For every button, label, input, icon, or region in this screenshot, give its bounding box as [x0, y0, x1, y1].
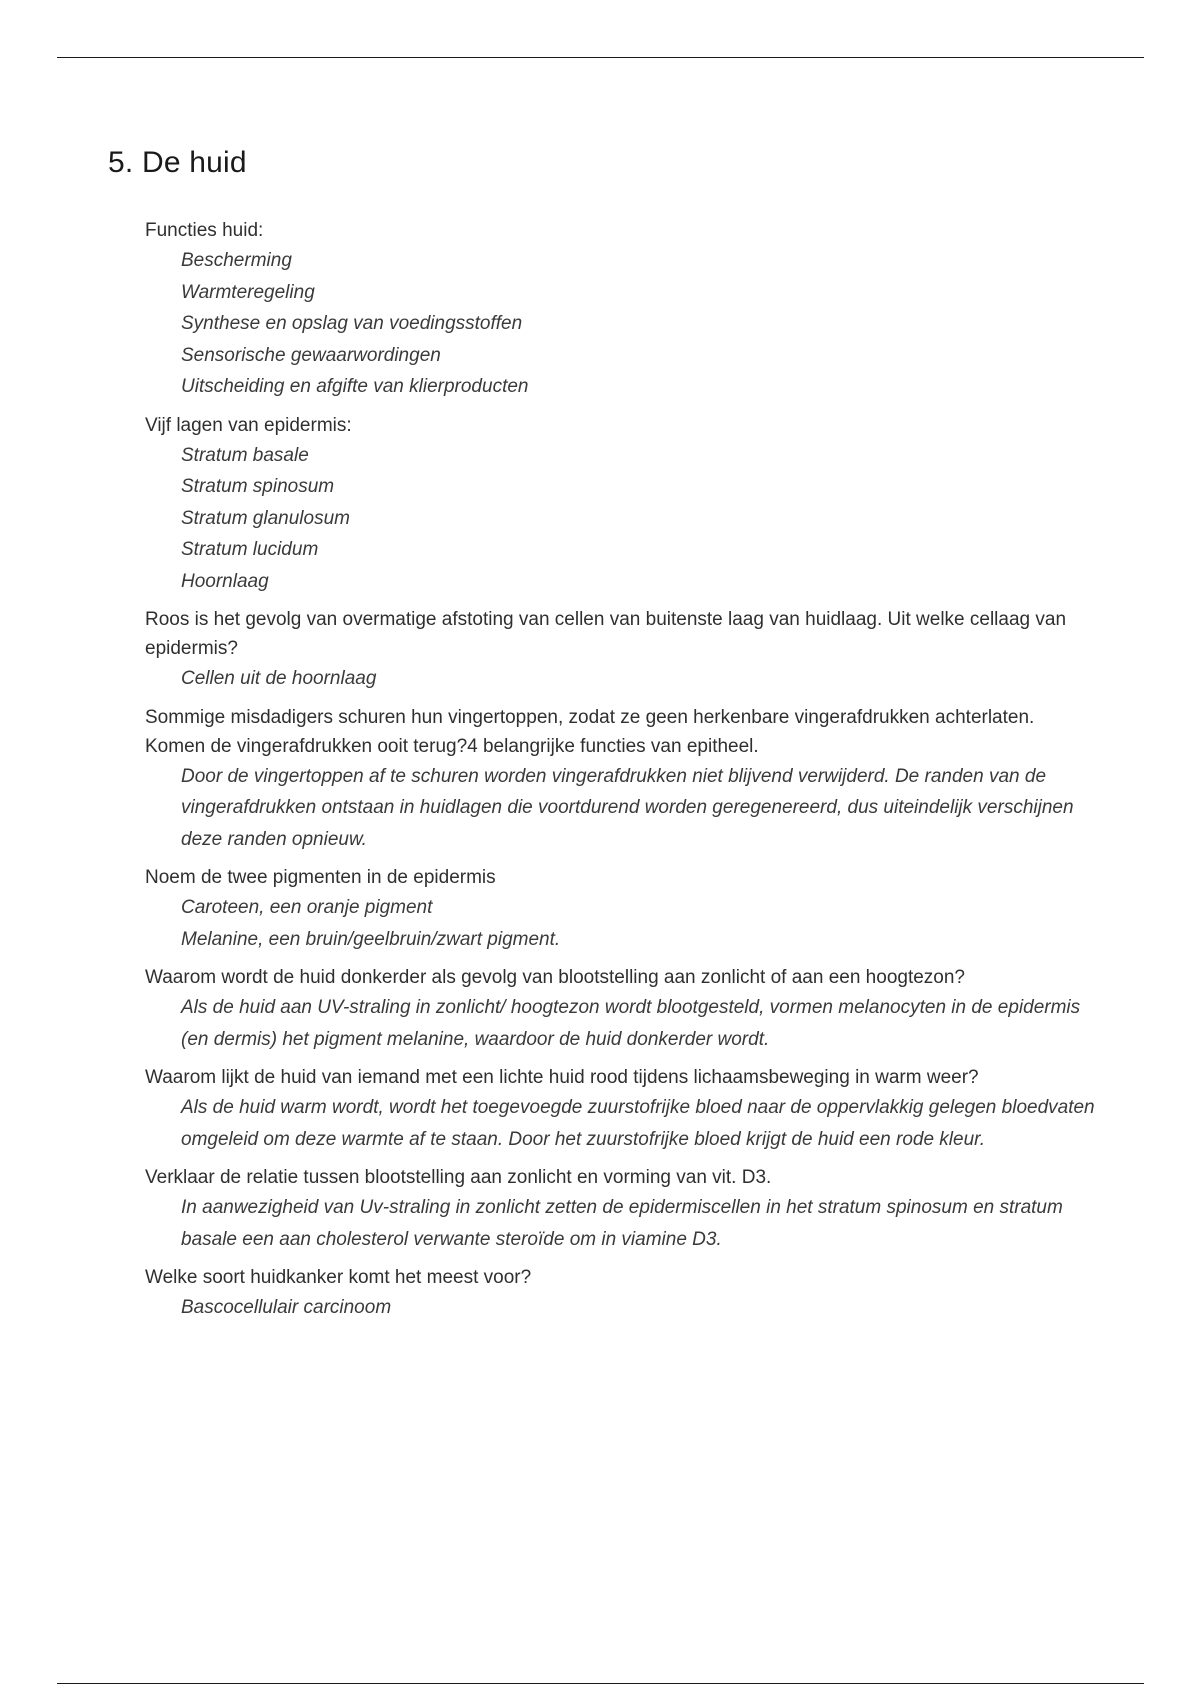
- section-lagen: [145, 411, 1095, 598]
- footer-rule: [57, 1683, 1144, 1684]
- section-huidkanker: [145, 1263, 1095, 1324]
- page-title: 5. De huid: [108, 146, 247, 179]
- question: Waarom lijkt de huid van iemand met een lichte huid rood tijdens lichaamsbeweging in warm weer?: [145, 1067, 979, 1088]
- question: Noem de twee pigmenten in de epidermis: [145, 867, 496, 888]
- answer-item: Uitscheiding en afgifte van klierproducten: [181, 376, 529, 397]
- question: Functies huid:: [145, 220, 264, 241]
- section-vitamine-d3: [145, 1163, 1095, 1255]
- answer-item: Stratum glanulosum: [181, 507, 350, 529]
- answer-item: Hoornlaag: [181, 570, 269, 592]
- answer-paragraph: Als de huid warm wordt, wordt het toegevoegde zuurstofrijke bloed naar de oppervlakkig gelegen bloedvaten omgeleid om deze warmte af te staan. Door het zuurstofrijke bloed krijgt de huid een rode kleur.: [181, 1097, 1095, 1150]
- answer-item: Bascocellulair carcinoom: [181, 1297, 392, 1318]
- answer-item: Bescherming: [181, 250, 292, 271]
- section-rood: [145, 1063, 1095, 1155]
- section-donkerder: [145, 963, 1095, 1055]
- question: Sommige misdadigers schuren hun vingertoppen, zodat ze geen herkenbare vingerafdrukken achterlaten. Komen de vingerafdrukken ooit terug?4 belangrijke functies van epitheel.: [145, 706, 1035, 757]
- section-vingerafdrukken: [145, 703, 1095, 856]
- question: Waarom wordt de huid donkerder als gevolg van blootstelling aan zonlicht of aan een hoogtezon?: [145, 967, 965, 988]
- question: Welke soort huidkanker komt het meest voor?: [145, 1267, 532, 1288]
- answer-item: Cellen uit de hoornlaag: [181, 668, 377, 689]
- question: Vijf lagen van epidermis:: [145, 414, 352, 436]
- answer-paragraph: Als de huid aan UV-straling in zonlicht/ hoogtezon wordt blootgesteld, vormen melanocyten in de epidermis (en dermis) het pigment melanine, waardoor de huid donkerder wordt.: [181, 997, 1081, 1050]
- answer-item: Synthese en opslag van voedingsstoffen: [181, 313, 523, 334]
- section-roos: [145, 605, 1095, 695]
- answer-item: Warmteregeling: [181, 281, 315, 303]
- answer-item: Sensorische gewaarwordingen: [181, 344, 441, 366]
- answer-list: [181, 245, 1095, 403]
- document-body: [145, 216, 1095, 1332]
- answer-item: Melanine, een bruin/geelbruin/zwart pigment.: [181, 928, 561, 950]
- answer-list: [181, 663, 1095, 695]
- question: Verklaar de relatie tussen blootstelling aan zonlicht en vorming van vit. D3.: [145, 1167, 772, 1188]
- answer-paragraph: In aanwezigheid van Uv-straling in zonlicht zetten de epidermiscellen in het stratum spinosum en stratum basale een aan cholesterol verwante steroïde om in viamine D3.: [181, 1197, 1063, 1250]
- section-functies: [145, 216, 1095, 403]
- answer-paragraph: Door de vingertoppen af te schuren worden vingerafdrukken niet blijvend verwijderd. De randen van de vingerafdrukken ontstaan in huidlagen die voortdurend worden geregenereerd, dus uiteindelijk verschijnen deze randen opnieuw.: [181, 765, 1074, 850]
- header-rule: [57, 57, 1144, 58]
- section-pigmenten: [145, 863, 1095, 955]
- answer-list: [181, 1292, 1095, 1324]
- question: Roos is het gevolg van overmatige afstoting van cellen van buitenste laag van huidlaag. Uit welke cellaag van epidermis?: [145, 609, 1067, 659]
- answer-list: [181, 892, 1095, 955]
- answer-item: Stratum lucidum: [181, 539, 319, 560]
- answer-item: Stratum spinosum: [181, 476, 335, 497]
- answer-list: [181, 440, 1095, 598]
- answer-item: Caroteen, een oranje pigment: [181, 897, 433, 918]
- answer-item: Stratum basale: [181, 444, 309, 466]
